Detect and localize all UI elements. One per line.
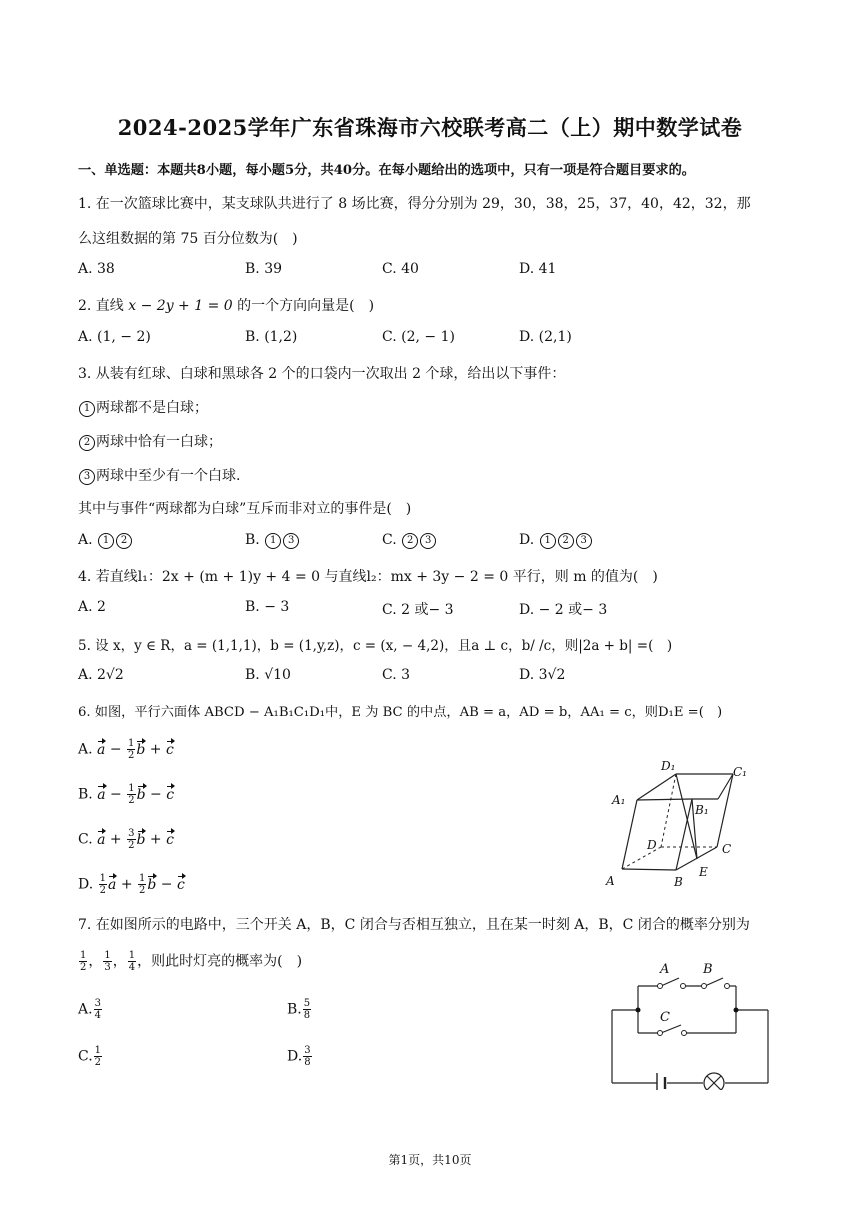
q3-option-d: D. 1 2 3	[519, 532, 593, 549]
q6-option-b: B. a − $\frac{1}{2}$ b − c	[78, 783, 175, 806]
q5-option-a: A. 2√2	[78, 667, 124, 683]
label-e: E	[699, 865, 708, 879]
q6-option-d: D. $\frac{1}{2}$ a + $\frac{1}{2}$ b − c	[78, 873, 185, 896]
q2-stem	[78, 295, 374, 315]
circled-2: 2	[79, 435, 95, 451]
q3-option-a: A. 1 2	[78, 532, 133, 549]
q6-option-a: A. a − $\frac{1}{2}$ b + c	[78, 738, 174, 761]
q3-event-3: 3 两球中至少有一个白球.	[78, 465, 240, 485]
q5-option-b: B. √10	[245, 667, 291, 683]
q7-option-d: D. $\frac{3}{8}$	[287, 1045, 311, 1068]
q1-option-d: D. 41	[519, 261, 557, 277]
q4-stem: 4. 若直线l₁：2x + (m + 1)y + 4 = 0 与直线l₂：mx + 3y − 2 = 0 平行，则 m 的值为( )	[78, 569, 658, 585]
q7-option-b: B. $\frac{5}{8}$	[287, 998, 311, 1021]
q6-option-c: C. a + $\frac{3}{2}$ b + c	[78, 828, 174, 851]
q2-prefix: 2. 直线	[78, 298, 124, 314]
circled-1: 1	[79, 401, 95, 417]
page-footer: 第1页，共10页	[388, 1153, 472, 1167]
label-b: B	[674, 875, 683, 889]
q4-option-a: A. 2	[78, 599, 106, 615]
q3-option-c: C. 2 3	[382, 532, 437, 549]
q2-option-d: D. (2,1)	[519, 329, 572, 345]
q5-option-d: D. 3√2	[519, 667, 566, 683]
q1-option-a: A. 38	[78, 261, 115, 277]
q3-event-2: 2 两球中恰有一白球；	[78, 431, 222, 451]
q1-option-b: B. 39	[245, 261, 283, 277]
label-d1: D₁	[661, 759, 676, 773]
q7-option-c: C. $\frac{1}{2}$	[78, 1045, 102, 1068]
circuit-figure	[605, 958, 777, 1090]
q4-option-d: D. − 2 或− 3	[519, 602, 608, 618]
label-c: C	[722, 842, 732, 856]
q1-option-c: C. 40	[382, 261, 419, 277]
q7-stem-line1: 7. 在如图所示的电路中，三个开关 A，B，C 闭合与否相互独立，且在某一时刻 A，B，C 闭合的概率分别为	[78, 917, 750, 933]
page-title: 2024-2025学年广东省珠海市六校联考高二（上）期中数学试卷	[117, 115, 743, 140]
q7-stem-line2: $\frac{1}{2}$ ， $\frac{1}{3}$ ， $\frac{1}{4}$ ，则此时灯亮的概率为( )	[80, 950, 303, 973]
label-switch-c: C	[660, 1010, 670, 1025]
label-b1: B₁	[695, 803, 709, 817]
parallelepiped-figure	[600, 752, 780, 897]
label-a: A	[606, 874, 615, 888]
label-d: D	[647, 838, 657, 852]
q6-stem: 6. 如图，平行六面体 ABCD − A₁B₁C₁D₁中，E 为 BC 的中点，AB = a，AD = b，AA₁ = c，则D₁E =( )	[78, 705, 723, 720]
q2-equation: x − 2y + 1 = 0	[128, 298, 233, 314]
q2-suffix: 的一个方向向量是( )	[237, 298, 375, 314]
q4-option-b: B. − 3	[245, 599, 290, 615]
circled-3: 3	[79, 469, 95, 485]
label-switch-b: B	[703, 962, 713, 977]
q5-option-c: C. 3	[382, 667, 411, 683]
label-switch-a: A	[660, 962, 670, 977]
q2-option-c: C. (2, − 1)	[382, 329, 455, 345]
q3-stem-line5: 其中与事件“两球都为白球”互斥而非对立的事件是( )	[78, 501, 412, 517]
label-c1: C₁	[733, 765, 747, 779]
q2-option-b: B. (1,2)	[245, 329, 298, 345]
q3-event-1: 1 两球都不是白球；	[78, 397, 208, 417]
q3-stem-line1: 3. 从装有红球、白球和黑球各 2 个的口袋内一次取出 2 个球，给出以下事件：	[78, 366, 566, 382]
q5-stem: 5. 设 x，y ∈ R，a = (1,1,1)，b = (1,y,z)，c = (x, − 4,2)，且a ⊥ c，b/ /c，则|2a + b| =( )	[78, 638, 673, 654]
q3-option-b: B. 1 3	[245, 532, 300, 549]
q4-option-c: C. 2 或− 3	[382, 602, 454, 618]
q1-stem-line1: 1. 在一次篮球比赛中，某支球队共进行了 8 场比赛，得分分别为 29，30，38，25，37，40，42，32，那	[78, 196, 751, 212]
q2-option-a: A. (1, − 2)	[78, 329, 151, 345]
q1-stem-line2: 么这组数据的第 75 百分位数为( )	[78, 231, 298, 247]
q7-option-a: A. $\frac{3}{4}$	[78, 998, 101, 1021]
section-heading: 一、单选题：本题共8小题，每小题5分，共40分。在每小题给出的选项中，只有一项是符合题目要求的。	[78, 163, 695, 178]
label-a1: A₁	[612, 793, 626, 807]
